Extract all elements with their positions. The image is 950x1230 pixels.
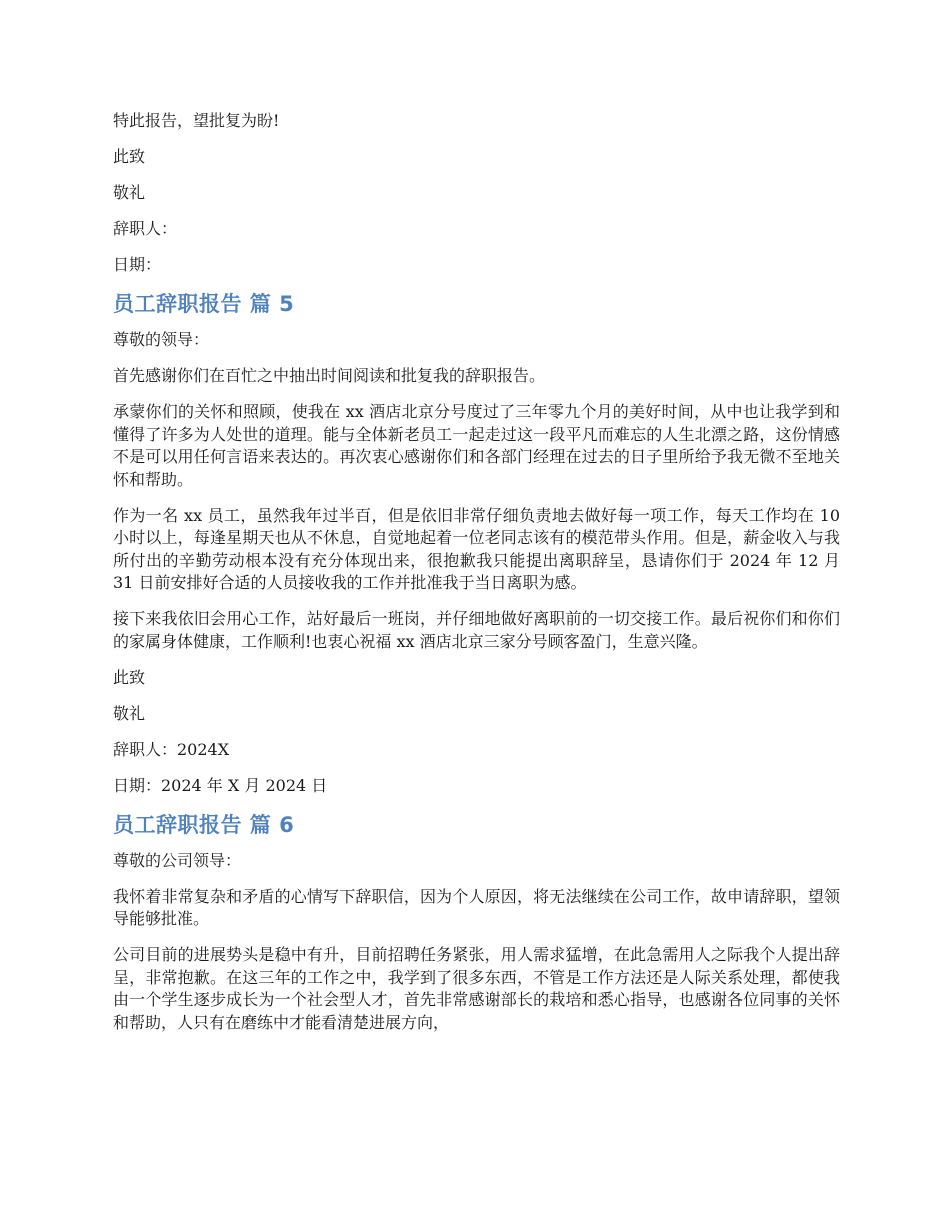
salutation-cizhi: 此致 bbox=[113, 667, 146, 687]
signer-line: 辞职人： bbox=[113, 219, 178, 238]
body-paragraph: 作为一名 xx 员工，虽然我年过半百，但是依旧非常仔细负责地去做好每一项工作，每天工作均在 10 小时以上，每逢星期天也从不休息，自觉地起着一位老同志该有的模范带头作用。但是，薪金收入与我所付出的辛勤劳动根本没有充分体现出来，很抱歉我只能提出离职辞呈，恳请你们于 2024 年 12 月 31 日前安排好合适的人员接收我的工作并批准我于当日离职为感。 bbox=[113, 505, 840, 592]
section-heading-6: 员工辞职报告 篇 6 bbox=[113, 812, 295, 837]
salutation-jingli: 敬礼 bbox=[113, 703, 146, 723]
salutation-cizhi: 此致 bbox=[113, 147, 146, 166]
document-page bbox=[113, 110, 840, 1048]
section-heading-5: 员工辞职报告 篇 5 bbox=[113, 292, 295, 316]
closing-request: 特此报告，望批复为盼! bbox=[113, 111, 280, 130]
body-paragraph: 公司目前的进展势头是稳中有升，目前招聘任务紧张，用人需求猛增，在此急需用人之际我个人提出辞呈，非常抱歉。在这三年的工作之中，我学到了很多东西，不管是工作方法还是人际关系处理，都使我由一个学生逐步成长为一个社会型人才，首先非常感谢部长的栽培和悉心指导，也感谢各位同事的关怀和帮助，人只有在磨练中才能看清楚进展方向， bbox=[113, 945, 840, 1032]
signer-line: 辞职人：2024X bbox=[113, 739, 230, 759]
body-paragraph: 首先感谢你们在百忙之中抽出时间阅读和批复我的辞职报告。 bbox=[113, 366, 546, 385]
body-paragraph: 接下来我依旧会用心工作，站好最后一班岗，并仔细地做好离职前的一切交接工作。最后祝你们和你们的家属身体健康，工作顺利!也衷心祝福 xx 酒店北京三家分号顾客盈门，生意兴隆。 bbox=[113, 609, 840, 651]
body-paragraph: 我怀着非常复杂和矛盾的心情写下辞职信，因为个人原因，将无法继续在公司工作，故申请辞职，望领导能够批准。 bbox=[113, 886, 840, 928]
salutation-jingli: 敬礼 bbox=[113, 183, 146, 202]
greeting: 尊敬的领导： bbox=[113, 330, 210, 349]
greeting: 尊敬的公司领导： bbox=[113, 850, 242, 870]
body-paragraph: 承蒙你们的关怀和照顾，使我在 xx 酒店北京分号度过了三年零九个月的美好时间，从中也让我学到和懂得了许多为人处世的道理。能与全体新老员工一起走过这一段平凡而难忘的人生北漂之路，这份情感不是可以用任何言语来表达的。再次衷心感谢你们和各部门经理在过去的日子里所给予我无微不至地关怀和帮助。 bbox=[113, 402, 840, 489]
date-line: 日期： bbox=[113, 255, 162, 274]
date-line: 日期：2024 年 X 月 2024 日 bbox=[113, 775, 328, 795]
